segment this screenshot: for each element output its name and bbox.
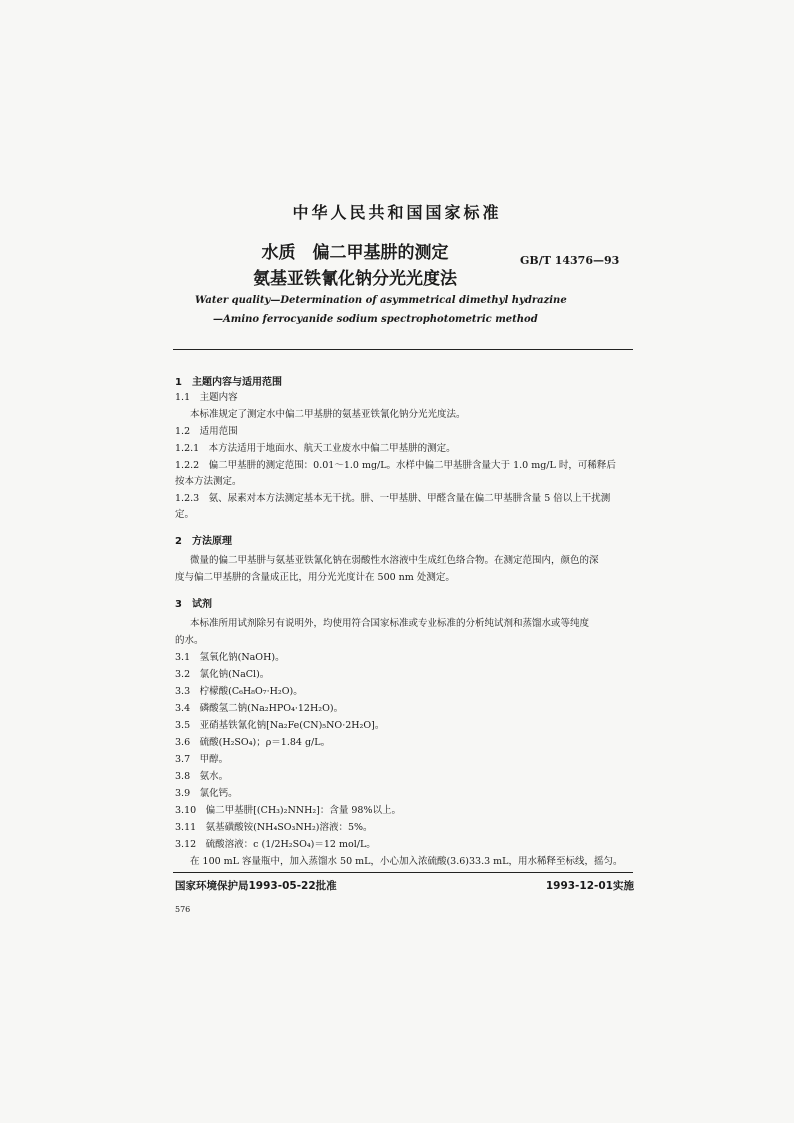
clause-1-2-1: 1.2.1 本方法适用于地面水、航天工业废水中偏二甲基肼的测定。 <box>175 443 456 454</box>
reagent-item: 3.4 磷酸氢二钠(Na₂HPO₄·12H₂O)。 <box>175 703 344 714</box>
title-line-2: 氨基亚铁氰化钠分光光度法 <box>253 269 457 289</box>
clause-1-1: 1.1 主题内容 <box>175 392 238 403</box>
section-3-heading: 3 试剂 <box>175 599 212 610</box>
reagent-item: 3.2 氯化钠(NaCl)。 <box>175 669 270 680</box>
footer-divider <box>173 872 633 873</box>
english-title-line-2: —Amino ferrocyanide sodium spectrophotometric method <box>213 314 538 325</box>
paragraph-line: 的水。 <box>175 635 204 646</box>
reagent-item: 3.7 甲醇。 <box>175 754 229 765</box>
english-title-line-1: Water quality—Determination of asymmetrical dimethyl hydrazine <box>195 295 567 306</box>
clause-1-2-3: 1.2.3 氨、尿素对本方法测定基本无干扰。肼、一甲基肼、甲醛含量在偏二甲基肼含量 5 倍以上干扰测 <box>175 493 611 504</box>
paragraph-line: 微量的偏二甲基肼与氨基亚铁氰化钠在弱酸性水溶液中生成红色络合物。在测定范围内，颜色的深 <box>190 555 599 566</box>
standard-title <box>220 240 490 292</box>
paragraph-line: 按本方法测定。 <box>175 476 242 487</box>
paragraph-line: 度与偏二甲基肼的含量成正比，用分光光度计在 500 nm 处测定。 <box>175 572 455 583</box>
standard-code: GB/T 14376—93 <box>520 254 620 267</box>
paragraph-line: 在 100 mL 容量瓶中，加入蒸馏水 50 mL，小心加入浓硫酸(3.6)33.3 mL，用水稀释至标线，摇匀。 <box>190 856 623 867</box>
reagent-item: 3.9 氯化钙。 <box>175 788 238 799</box>
national-standard-heading: 中华人民共和国国家标准 <box>292 203 502 222</box>
clause-1-2: 1.2 适用范围 <box>175 426 238 437</box>
approval-date: 国家环境保护局1993-05-22批准 <box>175 880 337 892</box>
reagent-item: 3.11 氨基磺酸铵(NH₄SO₃NH₂)溶液：5%。 <box>175 822 373 833</box>
clause-1-2-2: 1.2.2 偏二甲基肼的测定范围：0.01～1.0 mg/L。水样中偏二甲基肼含量大于 1.0 mg/L 时，可稀释后 <box>175 460 616 471</box>
reagent-item: 3.5 亚硝基铁氰化钠[Na₂Fe(CN)₅NO·2H₂O]。 <box>175 720 385 731</box>
page-number: 576 <box>175 905 191 914</box>
section-2-heading: 2 方法原理 <box>175 536 232 547</box>
header-divider <box>173 349 633 350</box>
section-1-heading: 1 主题内容与适用范围 <box>175 377 282 388</box>
paragraph-line: 定。 <box>175 509 195 520</box>
reagent-item: 3.1 氢氧化钠(NaOH)。 <box>175 652 285 663</box>
reagent-item: 3.8 氨水。 <box>175 771 229 782</box>
paragraph-line: 本标准规定了测定水中偏二甲基肼的氨基亚铁氰化钠分光光度法。 <box>190 409 466 420</box>
reagent-item: 3.12 硫酸溶液：c (1/2H₂SO₄)＝12 mol/L。 <box>175 839 376 850</box>
paragraph-line: 本标准所用试剂除另有说明外，均使用符合国家标准或专业标准的分析纯试剂和蒸馏水或等纯度 <box>190 618 590 629</box>
reagent-item: 3.3 柠檬酸(C₆H₈O₇·H₂O)。 <box>175 686 303 697</box>
reagent-item: 3.10 偏二甲基肼[(CH₃)₂NNH₂]：含量 98%以上。 <box>175 805 402 816</box>
title-line-1: 水质 偏二甲基肼的测定 <box>261 243 449 263</box>
reagent-item: 3.6 硫酸(H₂SO₄)；ρ＝1.84 g/L。 <box>175 737 331 748</box>
effective-date: 1993-12-01实施 <box>545 880 634 892</box>
